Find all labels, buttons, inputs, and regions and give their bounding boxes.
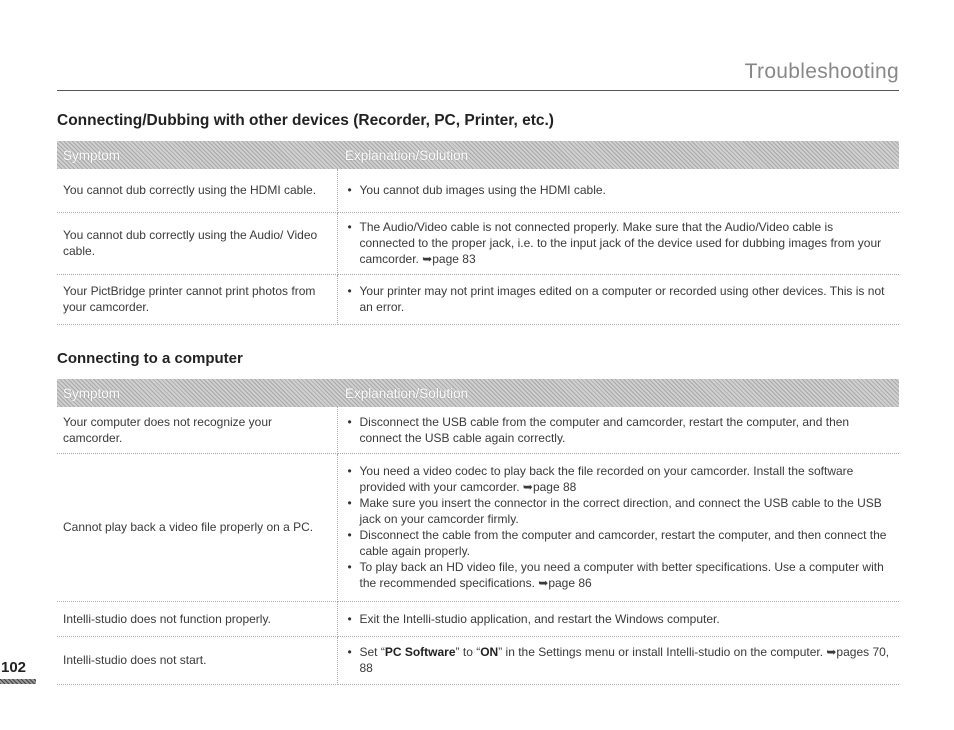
table-row: [57, 453, 899, 601]
symptom-cell: Intelli-studio does not start.: [57, 636, 337, 684]
table-row: [57, 274, 899, 324]
dubbing-troubleshooting-table: [57, 141, 899, 325]
solution-cell: [337, 636, 899, 684]
section-title-dubbing: Connecting/Dubbing with other devices (Recorder, PC, Printer, etc.): [57, 112, 554, 129]
solution-cell: [337, 601, 899, 636]
table-row: [57, 601, 899, 636]
solution-item: • To play back an HD video file, you need a computer with better specifications. Use a computer with the recommended specifications. ➥page 86: [360, 559, 892, 591]
solution-item: • You need a video codec to play back the file recorded on your camcorder. Install the software provided with your camcorder. ➥page 88: [360, 463, 892, 495]
solution-text-mid: ” to “: [455, 645, 481, 659]
table-row: [57, 169, 899, 212]
symptom-cell: Cannot play back a video file properly on a PC.: [57, 453, 337, 601]
header-divider: [57, 90, 899, 91]
column-header-solution: Explanation/Solution: [337, 379, 899, 407]
computer-troubleshooting-table: [57, 379, 899, 685]
page-number-bar: [0, 679, 36, 684]
solution-item: • The Audio/Video cable is not connected properly. Make sure that the Audio/Video cable is connected to the proper jack, i.e. to the input jack of the device used for dubbing images from your camcorder. ➥page 83: [360, 219, 892, 267]
column-header-symptom: Symptom: [57, 379, 337, 407]
solution-item: • Exit the Intelli-studio application, and restart the Windows computer.: [360, 611, 892, 627]
column-header-solution: Explanation/Solution: [337, 141, 899, 169]
page-number: 102: [1, 659, 27, 676]
symptom-cell: Intelli-studio does not function properly.: [57, 601, 337, 636]
table-header-row: [57, 141, 899, 169]
section-title-computer: Connecting to a computer: [57, 350, 243, 367]
table-row: [57, 636, 899, 684]
symptom-cell: Your PictBridge printer cannot print photos from your camcorder.: [57, 274, 337, 324]
solution-item: • Disconnect the cable from the computer and camcorder, restart the computer, and then connect the cable again properly.: [360, 527, 892, 559]
table-row: [57, 407, 899, 453]
solution-text-post: ” in the Settings menu or install Intelli-studio on the computer. ➥pages 70, 88: [359, 645, 890, 675]
solution-cell: [337, 407, 899, 453]
solution-item: • You cannot dub images using the HDMI cable.: [360, 182, 892, 198]
table-header-row: [57, 379, 899, 407]
solution-cell: [337, 453, 899, 601]
solution-cell: [337, 169, 899, 212]
solution-item: • Disconnect the USB cable from the computer and camcorder, restart the computer, and then connect the USB cable again correctly.: [360, 414, 892, 446]
table-row: [57, 212, 899, 274]
solution-text-pre: Set “: [359, 645, 385, 659]
solution-item: • Make sure you insert the connector in the correct direction, and connect the USB cable to the USB jack on your camcorder firmly.: [360, 495, 892, 527]
symptom-cell: You cannot dub correctly using the Audio/ Video cable.: [57, 212, 337, 274]
on-label: ON: [480, 645, 499, 659]
solution-item: • Your printer may not print images edited on a computer or recorded using other devices. This is not an error.: [360, 283, 892, 315]
solution-cell: [337, 212, 899, 274]
solution-item: [360, 644, 892, 676]
symptom-cell: You cannot dub correctly using the HDMI cable.: [57, 169, 337, 212]
pc-software-label: PC Software: [384, 645, 456, 659]
column-header-symptom: Symptom: [57, 141, 337, 169]
solution-cell: [337, 274, 899, 324]
page-header-title: Troubleshooting: [744, 60, 899, 83]
symptom-cell: Your computer does not recognize your camcorder.: [57, 407, 337, 453]
